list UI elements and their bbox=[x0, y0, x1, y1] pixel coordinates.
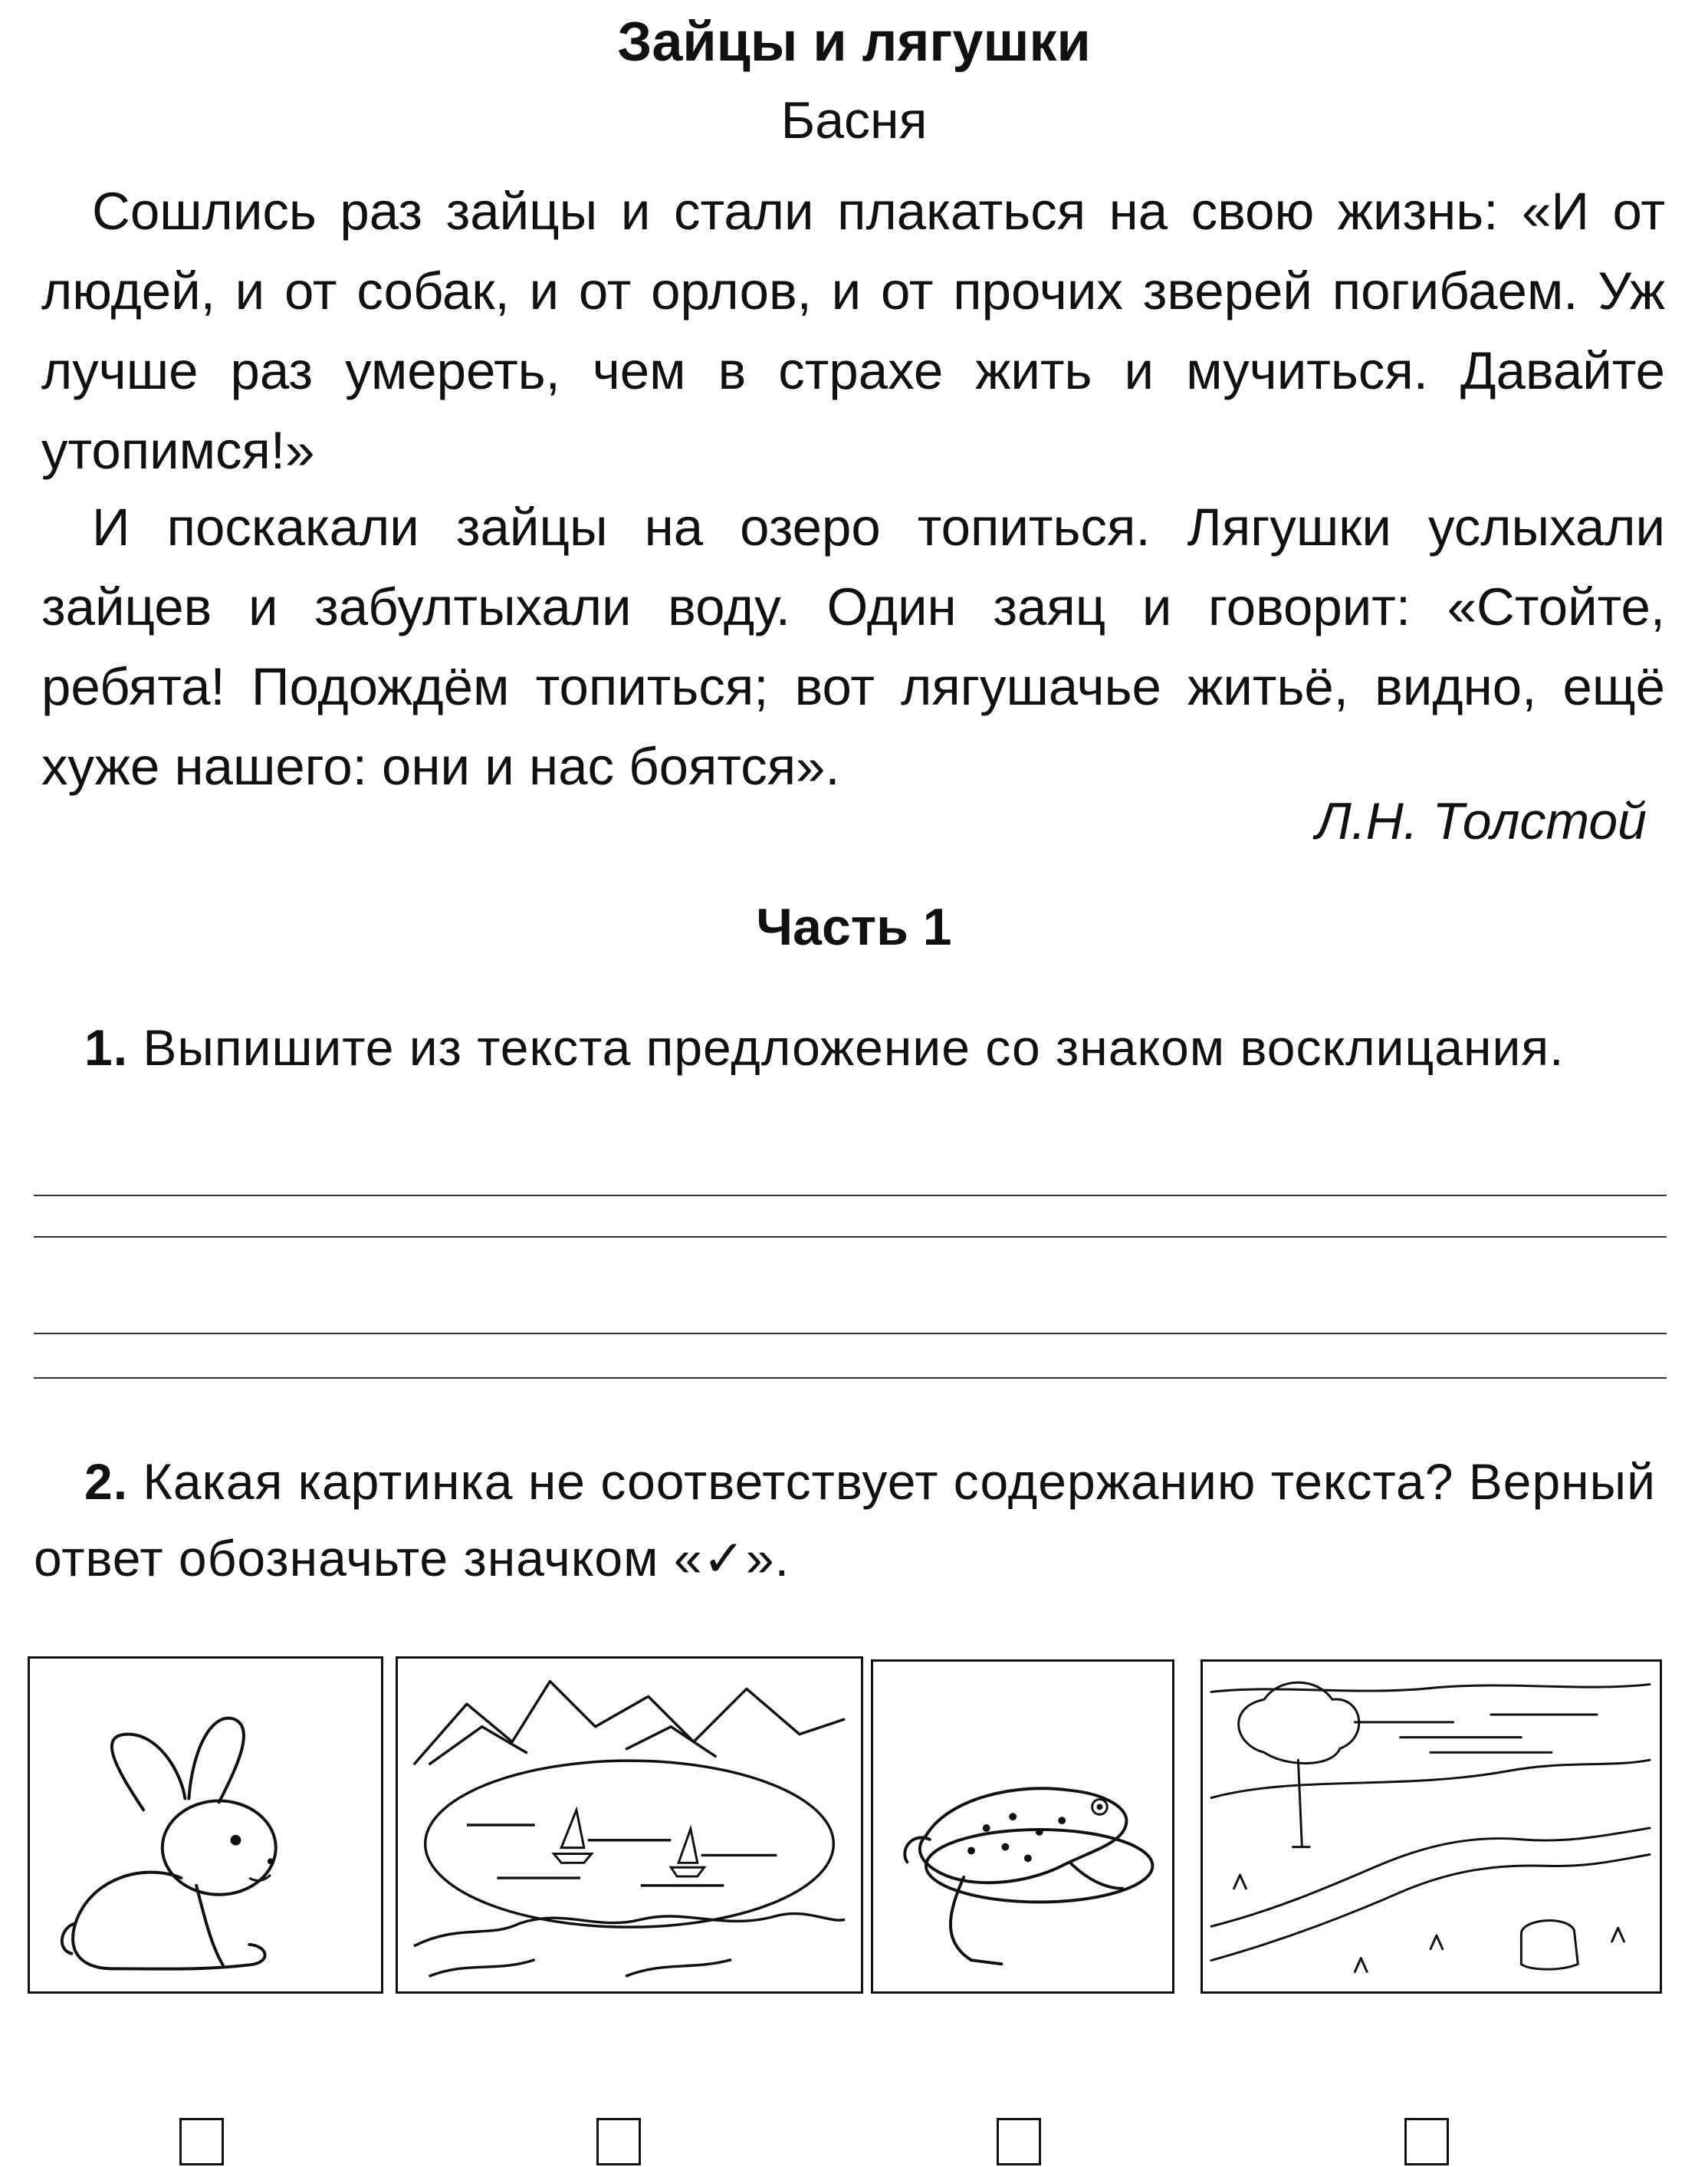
lake-with-boats-picture bbox=[396, 1656, 863, 1994]
fable-title: Зайцы и лягушки bbox=[617, 12, 1091, 73]
answer-checkbox-1[interactable] bbox=[179, 2118, 224, 2165]
rabbit-icon bbox=[30, 1659, 381, 1991]
answer-checkbox-3[interactable] bbox=[997, 2118, 1041, 2165]
answer-checkbox-2[interactable] bbox=[596, 2118, 641, 2165]
fable-genre: Басня bbox=[780, 91, 928, 150]
answer-checkbox-4[interactable] bbox=[1404, 2118, 1449, 2165]
river-landscape-picture bbox=[1201, 1659, 1662, 1994]
fable-paragraph-2: И поскакали зайцы на озеро топиться. Лягушки услыхали зайцев и забултыхали воду. Один заяц и говорит: «Стойте, ребята! Подождём топиться; вот лягушачье житьё, видно, ещё хуже нашего: они и нас боятся». bbox=[41, 498, 1665, 796]
answer-line[interactable] bbox=[34, 1195, 1667, 1196]
frog-icon bbox=[873, 1662, 1172, 1991]
landscape-icon bbox=[1203, 1662, 1660, 1991]
fable-author: Л.Н. Толстой bbox=[1315, 792, 1647, 850]
question-1-number: 1. bbox=[84, 1019, 129, 1076]
question-2-number: 2. bbox=[84, 1453, 129, 1510]
part-heading: Часть 1 bbox=[756, 898, 952, 956]
frog-picture bbox=[871, 1659, 1174, 1994]
answer-line[interactable] bbox=[34, 1333, 1667, 1334]
question-1-text: Выпишите из текста предложение со знаком восклицания. bbox=[143, 1019, 1565, 1076]
answer-line[interactable] bbox=[34, 1236, 1667, 1238]
question-1 bbox=[34, 1009, 1667, 1086]
lake-icon bbox=[398, 1659, 861, 1991]
question-2 bbox=[34, 1443, 1667, 1596]
rabbit-picture bbox=[28, 1656, 383, 1994]
answer-line[interactable] bbox=[34, 1377, 1667, 1379]
question-2-text: Какая картинка не соответствует содержанию текста? Верный ответ обозначьте значком «✓». bbox=[34, 1453, 1656, 1587]
fable-paragraph-1: Сошлись раз зайцы и стали плакаться на свою жизнь: «И от людей, и от собак, и от орлов, и от прочих зверей погибаем. Уж лучше раз умереть, чем в страхе жить и мучиться. Давайте утопимся!» bbox=[41, 182, 1665, 480]
